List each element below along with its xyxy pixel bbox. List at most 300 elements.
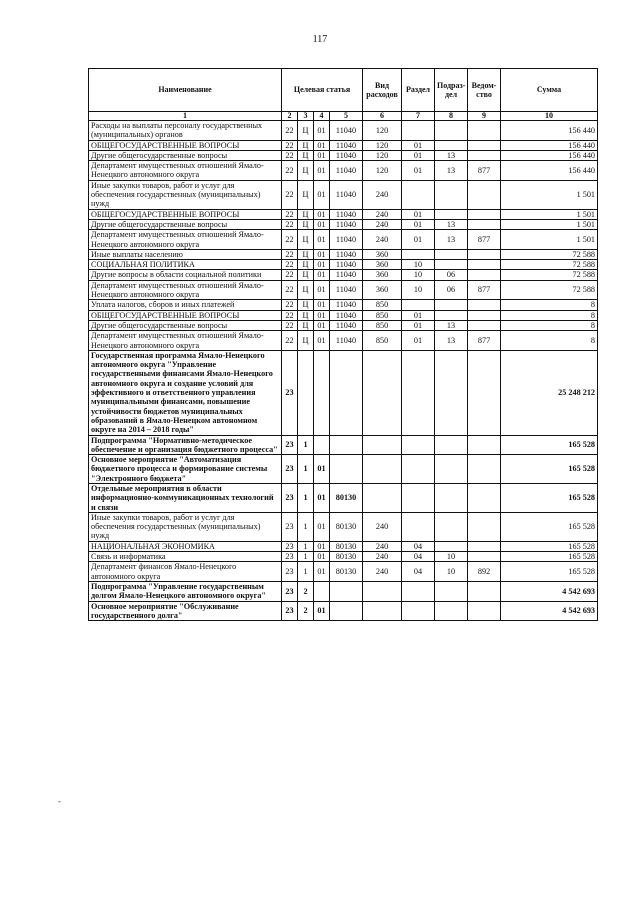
row-program: 22 bbox=[282, 270, 298, 280]
column-number: 10 bbox=[501, 112, 598, 121]
row-direction: 11040 bbox=[330, 230, 363, 250]
column-number: 2 bbox=[282, 112, 298, 121]
row-expense-type bbox=[363, 435, 402, 455]
row-sum: 165 528 bbox=[501, 562, 598, 582]
row-direction: 11040 bbox=[330, 280, 363, 300]
row-section: 01 bbox=[402, 310, 435, 320]
row-name: Департамент финансов Ямало-Ненецкого автономного округа bbox=[89, 562, 282, 582]
row-activity: 01 bbox=[314, 219, 330, 229]
row-direction: 80130 bbox=[330, 552, 363, 562]
row-section bbox=[402, 350, 435, 435]
row-program: 22 bbox=[282, 140, 298, 150]
row-program: 22 bbox=[282, 331, 298, 351]
header-sum: Сумма bbox=[501, 69, 598, 112]
row-subprogram: Ц bbox=[298, 280, 314, 300]
row-name: Другие вопросы в области социальной политики bbox=[89, 270, 282, 280]
row-direction: 11040 bbox=[330, 209, 363, 219]
row-activity: 01 bbox=[314, 209, 330, 219]
row-section bbox=[402, 601, 435, 621]
column-number: 6 bbox=[363, 112, 402, 121]
row-sum: 165 528 bbox=[501, 455, 598, 484]
row-sum: 1 501 bbox=[501, 219, 598, 229]
row-subsection bbox=[435, 483, 468, 512]
row-program: 23 bbox=[282, 562, 298, 582]
row-program: 22 bbox=[282, 280, 298, 300]
row-subsection: 10 bbox=[435, 552, 468, 562]
row-subprogram: 2 bbox=[298, 601, 314, 621]
row-expense-type: 850 bbox=[363, 331, 402, 351]
table-row bbox=[89, 230, 598, 250]
row-subsection bbox=[435, 209, 468, 219]
row-name: Отдельные мероприятия в области информационно-коммуникационных технологий и связи bbox=[89, 483, 282, 512]
row-section: 01 bbox=[402, 320, 435, 330]
row-activity bbox=[314, 435, 330, 455]
row-sum: 8 bbox=[501, 300, 598, 310]
row-name: Департамент имущественных отношений Ямало-Ненецкого автономного округа bbox=[89, 331, 282, 351]
row-subprogram: Ц bbox=[298, 260, 314, 270]
row-subsection bbox=[435, 581, 468, 601]
row-section: 10 bbox=[402, 280, 435, 300]
row-activity: 01 bbox=[314, 310, 330, 320]
row-program: 22 bbox=[282, 161, 298, 181]
row-section: 04 bbox=[402, 562, 435, 582]
column-number: 8 bbox=[435, 112, 468, 121]
row-subsection bbox=[435, 512, 468, 541]
row-direction: 11040 bbox=[330, 150, 363, 160]
row-department bbox=[468, 121, 501, 141]
row-subprogram: Ц bbox=[298, 121, 314, 141]
row-sum: 72 588 bbox=[501, 270, 598, 280]
row-section: 01 bbox=[402, 140, 435, 150]
row-name: Департамент имущественных отношений Ямало-Ненецкого автономного округа bbox=[89, 161, 282, 181]
row-direction: 11040 bbox=[330, 260, 363, 270]
row-expense-type: 120 bbox=[363, 161, 402, 181]
row-direction bbox=[330, 455, 363, 484]
table-row bbox=[89, 140, 598, 150]
row-expense-type: 240 bbox=[363, 219, 402, 229]
row-department: 892 bbox=[468, 562, 501, 582]
row-sum: 8 bbox=[501, 320, 598, 330]
row-name: Уплата налогов, сборов и иных платежей bbox=[89, 300, 282, 310]
header-name: Наименование bbox=[89, 69, 282, 112]
row-subprogram: Ц bbox=[298, 270, 314, 280]
row-section: 01 bbox=[402, 150, 435, 160]
row-expense-type bbox=[363, 455, 402, 484]
row-department bbox=[468, 209, 501, 219]
row-department bbox=[468, 180, 501, 209]
row-activity: 01 bbox=[314, 249, 330, 259]
table-row bbox=[89, 541, 598, 551]
row-subsection bbox=[435, 601, 468, 621]
row-subsection bbox=[435, 435, 468, 455]
row-direction bbox=[330, 435, 363, 455]
row-activity: 01 bbox=[314, 320, 330, 330]
row-section: 01 bbox=[402, 219, 435, 229]
row-subsection: 13 bbox=[435, 219, 468, 229]
row-expense-type: 850 bbox=[363, 300, 402, 310]
table-row bbox=[89, 161, 598, 181]
row-subsection: 06 bbox=[435, 270, 468, 280]
row-section: 01 bbox=[402, 230, 435, 250]
row-program: 23 bbox=[282, 512, 298, 541]
row-activity: 01 bbox=[314, 260, 330, 270]
row-department bbox=[468, 260, 501, 270]
row-sum: 72 588 bbox=[501, 280, 598, 300]
row-expense-type bbox=[363, 483, 402, 512]
row-department bbox=[468, 455, 501, 484]
row-section: 10 bbox=[402, 270, 435, 280]
row-section bbox=[402, 455, 435, 484]
row-department: 877 bbox=[468, 280, 501, 300]
row-department bbox=[468, 552, 501, 562]
row-department bbox=[468, 541, 501, 551]
row-name: ОБЩЕГОСУДАРСТВЕННЫЕ ВОПРОСЫ bbox=[89, 209, 282, 219]
row-direction: 11040 bbox=[330, 219, 363, 229]
row-department bbox=[468, 140, 501, 150]
row-subsection: 13 bbox=[435, 331, 468, 351]
row-name: Подпрограмма "Управление государственным долгом Ямало-Ненецкого автономного округа" bbox=[89, 581, 282, 601]
row-expense-type: 240 bbox=[363, 230, 402, 250]
row-program: 22 bbox=[282, 300, 298, 310]
table-row bbox=[89, 150, 598, 160]
column-number: 9 bbox=[468, 112, 501, 121]
page-number: 117 bbox=[312, 34, 328, 45]
row-activity: 01 bbox=[314, 541, 330, 551]
header-row bbox=[89, 69, 598, 112]
row-sum: 156 440 bbox=[501, 150, 598, 160]
row-name: Государственная программа Ямало-Ненецкого автономного округа "Управление государственными финансами Ямало-Ненецкого автономного округа и создание условий для эффективного и ответственного управления муниципальными финансами, повышение устойчивости бюджетов муниципальных образований в Ямало-Ненецком автономном округе на 2014 – 2018 годы" bbox=[89, 350, 282, 435]
table-row bbox=[89, 249, 598, 259]
row-section bbox=[402, 512, 435, 541]
row-direction bbox=[330, 581, 363, 601]
row-subprogram: 1 bbox=[298, 455, 314, 484]
row-section bbox=[402, 180, 435, 209]
row-section bbox=[402, 300, 435, 310]
column-number: 1 bbox=[89, 112, 282, 121]
table-row bbox=[89, 455, 598, 484]
row-subprogram: Ц bbox=[298, 180, 314, 209]
row-subsection: 13 bbox=[435, 161, 468, 181]
row-subsection bbox=[435, 249, 468, 259]
row-subprogram: 1 bbox=[298, 483, 314, 512]
row-direction: 11040 bbox=[330, 140, 363, 150]
column-number: 4 bbox=[314, 112, 330, 121]
row-subsection: 13 bbox=[435, 320, 468, 330]
table-row bbox=[89, 209, 598, 219]
row-program: 22 bbox=[282, 180, 298, 209]
row-sum: 72 588 bbox=[501, 249, 598, 259]
row-subsection bbox=[435, 455, 468, 484]
row-section: 04 bbox=[402, 552, 435, 562]
row-subsection bbox=[435, 180, 468, 209]
row-sum: 4 542 693 bbox=[501, 601, 598, 621]
row-department: 877 bbox=[468, 331, 501, 351]
row-direction: 11040 bbox=[330, 310, 363, 320]
table-row bbox=[89, 512, 598, 541]
row-direction: 80130 bbox=[330, 562, 363, 582]
row-expense-type: 120 bbox=[363, 121, 402, 141]
row-sum: 156 440 bbox=[501, 121, 598, 141]
row-activity: 01 bbox=[314, 601, 330, 621]
row-activity: 01 bbox=[314, 270, 330, 280]
row-section bbox=[402, 249, 435, 259]
row-program: 23 bbox=[282, 350, 298, 435]
margin-mark: - bbox=[58, 796, 61, 806]
row-activity: 01 bbox=[314, 121, 330, 141]
row-subprogram: Ц bbox=[298, 209, 314, 219]
row-department bbox=[468, 350, 501, 435]
row-sum: 1 501 bbox=[501, 230, 598, 250]
row-subprogram: Ц bbox=[298, 310, 314, 320]
table-row bbox=[89, 483, 598, 512]
row-expense-type: 240 bbox=[363, 562, 402, 582]
row-department: 877 bbox=[468, 161, 501, 181]
row-program: 23 bbox=[282, 435, 298, 455]
row-subsection bbox=[435, 260, 468, 270]
row-activity: 01 bbox=[314, 150, 330, 160]
row-activity: 01 bbox=[314, 512, 330, 541]
row-subsection: 13 bbox=[435, 230, 468, 250]
column-number: 3 bbox=[298, 112, 314, 121]
row-sum: 1 501 bbox=[501, 180, 598, 209]
row-subprogram: Ц bbox=[298, 249, 314, 259]
row-name: Другие общегосударственные вопросы bbox=[89, 320, 282, 330]
row-subprogram: 1 bbox=[298, 512, 314, 541]
row-subprogram: 1 bbox=[298, 562, 314, 582]
row-expense-type: 850 bbox=[363, 320, 402, 330]
row-section bbox=[402, 581, 435, 601]
row-program: 23 bbox=[282, 581, 298, 601]
table-row bbox=[89, 331, 598, 351]
row-subprogram: Ц bbox=[298, 300, 314, 310]
row-name: Другие общегосударственные вопросы bbox=[89, 150, 282, 160]
row-sum: 165 528 bbox=[501, 512, 598, 541]
row-activity: 01 bbox=[314, 180, 330, 209]
row-department bbox=[468, 601, 501, 621]
table-row bbox=[89, 300, 598, 310]
row-name: Подпрограмма "Нормативно-методическое обеспечение и организация бюджетного процесса" bbox=[89, 435, 282, 455]
row-direction bbox=[330, 601, 363, 621]
row-department bbox=[468, 310, 501, 320]
row-sum: 25 248 212 bbox=[501, 350, 598, 435]
row-expense-type: 360 bbox=[363, 260, 402, 270]
row-activity: 01 bbox=[314, 300, 330, 310]
row-subprogram bbox=[298, 350, 314, 435]
row-expense-type: 120 bbox=[363, 150, 402, 160]
row-direction: 11040 bbox=[330, 249, 363, 259]
row-direction: 80130 bbox=[330, 541, 363, 551]
row-subsection: 06 bbox=[435, 280, 468, 300]
row-department bbox=[468, 512, 501, 541]
row-program: 23 bbox=[282, 455, 298, 484]
row-expense-type: 240 bbox=[363, 541, 402, 551]
row-expense-type: 360 bbox=[363, 280, 402, 300]
row-department: 877 bbox=[468, 230, 501, 250]
row-section: 01 bbox=[402, 331, 435, 351]
row-name: ОБЩЕГОСУДАРСТВЕННЫЕ ВОПРОСЫ bbox=[89, 310, 282, 320]
column-number-row bbox=[89, 112, 598, 121]
row-expense-type: 240 bbox=[363, 180, 402, 209]
table-row bbox=[89, 310, 598, 320]
row-subsection bbox=[435, 541, 468, 551]
row-activity: 01 bbox=[314, 161, 330, 181]
row-expense-type bbox=[363, 350, 402, 435]
row-direction: 11040 bbox=[330, 161, 363, 181]
header-section: Раздел bbox=[402, 69, 435, 112]
row-department bbox=[468, 150, 501, 160]
row-direction bbox=[330, 350, 363, 435]
row-expense-type bbox=[363, 601, 402, 621]
row-sum: 165 528 bbox=[501, 483, 598, 512]
row-direction: 11040 bbox=[330, 180, 363, 209]
row-activity: 01 bbox=[314, 140, 330, 150]
row-program: 22 bbox=[282, 121, 298, 141]
row-name: Основное мероприятие "Обслуживание государственного долга" bbox=[89, 601, 282, 621]
row-activity bbox=[314, 581, 330, 601]
row-activity: 01 bbox=[314, 280, 330, 300]
row-direction: 11040 bbox=[330, 300, 363, 310]
row-department bbox=[468, 581, 501, 601]
table-row bbox=[89, 350, 598, 435]
row-name: Связь и информатика bbox=[89, 552, 282, 562]
row-subprogram: Ц bbox=[298, 331, 314, 351]
row-expense-type: 240 bbox=[363, 512, 402, 541]
row-sum: 4 542 693 bbox=[501, 581, 598, 601]
row-direction: 11040 bbox=[330, 121, 363, 141]
row-program: 22 bbox=[282, 260, 298, 270]
row-program: 22 bbox=[282, 320, 298, 330]
column-number: 5 bbox=[330, 112, 363, 121]
row-section bbox=[402, 435, 435, 455]
row-sum: 165 528 bbox=[501, 541, 598, 551]
row-department bbox=[468, 300, 501, 310]
row-section: 01 bbox=[402, 209, 435, 219]
row-direction: 80130 bbox=[330, 483, 363, 512]
table-row bbox=[89, 562, 598, 582]
row-name: НАЦИОНАЛЬНАЯ ЭКОНОМИКА bbox=[89, 541, 282, 551]
row-section bbox=[402, 483, 435, 512]
row-department bbox=[468, 249, 501, 259]
row-program: 23 bbox=[282, 601, 298, 621]
row-name: Департамент имущественных отношений Ямало-Ненецкого автономного округа bbox=[89, 280, 282, 300]
row-name: Другие общегосударственные вопросы bbox=[89, 219, 282, 229]
row-subprogram: Ц bbox=[298, 219, 314, 229]
row-activity: 01 bbox=[314, 562, 330, 582]
budget-table bbox=[88, 68, 598, 621]
row-direction: 11040 bbox=[330, 320, 363, 330]
row-sum: 8 bbox=[501, 310, 598, 320]
row-section bbox=[402, 121, 435, 141]
table-row bbox=[89, 552, 598, 562]
row-department bbox=[468, 435, 501, 455]
row-sum: 156 440 bbox=[501, 161, 598, 181]
table-row bbox=[89, 280, 598, 300]
row-subsection: 13 bbox=[435, 150, 468, 160]
row-subprogram: Ц bbox=[298, 140, 314, 150]
row-sum: 165 528 bbox=[501, 435, 598, 455]
row-program: 22 bbox=[282, 209, 298, 219]
row-name: Иные закупки товаров, работ и услуг для обеспечения государственных (муниципальных) нужд bbox=[89, 512, 282, 541]
table-row bbox=[89, 219, 598, 229]
table-row bbox=[89, 581, 598, 601]
row-subsection: 10 bbox=[435, 562, 468, 582]
table-row bbox=[89, 270, 598, 280]
row-department bbox=[468, 270, 501, 280]
row-direction: 11040 bbox=[330, 331, 363, 351]
row-subprogram: 2 bbox=[298, 581, 314, 601]
row-subprogram: Ц bbox=[298, 161, 314, 181]
table-row bbox=[89, 260, 598, 270]
header-expense-type: Вид расходов bbox=[363, 69, 402, 112]
row-expense-type bbox=[363, 581, 402, 601]
row-department bbox=[468, 219, 501, 229]
row-sum: 165 528 bbox=[501, 552, 598, 562]
row-sum: 156 440 bbox=[501, 140, 598, 150]
row-program: 22 bbox=[282, 150, 298, 160]
row-subsection bbox=[435, 121, 468, 141]
row-direction: 11040 bbox=[330, 270, 363, 280]
row-activity: 01 bbox=[314, 230, 330, 250]
row-section: 01 bbox=[402, 161, 435, 181]
header-subsection: Подраз-дел bbox=[435, 69, 468, 112]
row-activity: 01 bbox=[314, 331, 330, 351]
table-row bbox=[89, 320, 598, 330]
row-program: 22 bbox=[282, 249, 298, 259]
row-direction: 80130 bbox=[330, 512, 363, 541]
row-expense-type: 240 bbox=[363, 552, 402, 562]
row-subprogram: Ц bbox=[298, 320, 314, 330]
row-expense-type: 360 bbox=[363, 249, 402, 259]
table-row bbox=[89, 180, 598, 209]
row-sum: 8 bbox=[501, 331, 598, 351]
row-program: 22 bbox=[282, 219, 298, 229]
row-subsection bbox=[435, 300, 468, 310]
row-name: Иные выплаты населению bbox=[89, 249, 282, 259]
column-number: 7 bbox=[402, 112, 435, 121]
row-department bbox=[468, 483, 501, 512]
row-program: 22 bbox=[282, 310, 298, 320]
row-name: Иные закупки товаров, работ и услуг для обеспечения государственных (муниципальных) нужд bbox=[89, 180, 282, 209]
header-target-article: Целевая статья bbox=[282, 69, 363, 112]
row-subsection bbox=[435, 140, 468, 150]
table-row bbox=[89, 121, 598, 141]
row-program: 22 bbox=[282, 230, 298, 250]
header-department: Ведом-ство bbox=[468, 69, 501, 112]
row-activity: 01 bbox=[314, 552, 330, 562]
row-subprogram: 1 bbox=[298, 552, 314, 562]
row-name: Расходы на выплаты персоналу государственных (муниципальных) органов bbox=[89, 121, 282, 141]
row-sum: 72 588 bbox=[501, 260, 598, 270]
row-subprogram: Ц bbox=[298, 230, 314, 250]
row-program: 23 bbox=[282, 552, 298, 562]
row-program: 23 bbox=[282, 483, 298, 512]
row-activity: 01 bbox=[314, 455, 330, 484]
row-subprogram: 1 bbox=[298, 435, 314, 455]
row-section: 04 bbox=[402, 541, 435, 551]
row-expense-type: 120 bbox=[363, 140, 402, 150]
row-activity bbox=[314, 350, 330, 435]
row-name: Департамент имущественных отношений Ямало-Ненецкого автономного округа bbox=[89, 230, 282, 250]
row-section: 10 bbox=[402, 260, 435, 270]
row-expense-type: 240 bbox=[363, 209, 402, 219]
row-name: СОЦИАЛЬНАЯ ПОЛИТИКА bbox=[89, 260, 282, 270]
row-department bbox=[468, 320, 501, 330]
row-name: Основное мероприятие "Автоматизация бюджетного процесса и формирование системы "Электронного бюджета" bbox=[89, 455, 282, 484]
row-sum: 1 501 bbox=[501, 209, 598, 219]
row-subsection bbox=[435, 310, 468, 320]
row-subprogram: Ц bbox=[298, 150, 314, 160]
row-activity: 01 bbox=[314, 483, 330, 512]
